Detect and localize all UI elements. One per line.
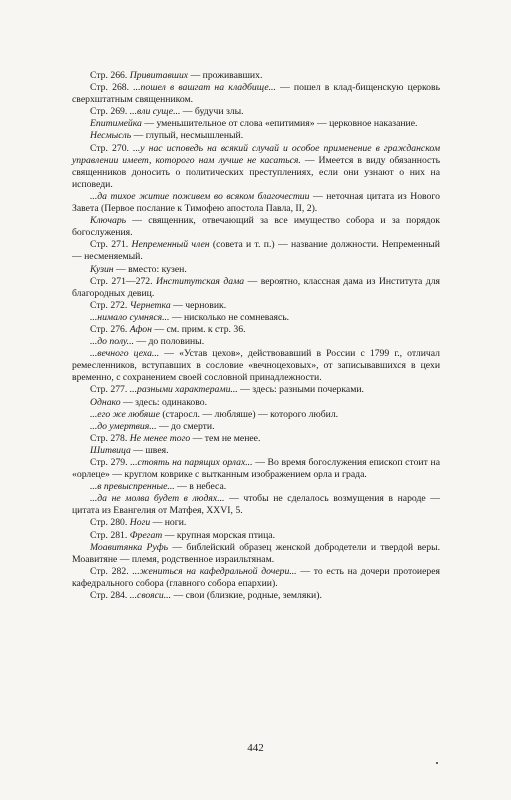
note-term: Ноги	[129, 517, 151, 529]
note-term: ...жениться на кафедральной дочери...	[132, 565, 297, 577]
note-def: — Имеется в виду обязанность священников доносить о политических преступлениях, если они узнают о них на исповеди.	[72, 154, 440, 190]
note-def: (старосл. — любляше) — которого любил.	[159, 408, 339, 420]
note-23	[72, 481, 440, 493]
note-def: — до половины.	[133, 336, 205, 348]
note-def: — см. прим. к стр. 36.	[151, 323, 246, 335]
note-6	[72, 191, 440, 215]
note-def: — священник, отвечающий за все имущество собора и за порядок богослужения.	[72, 215, 440, 239]
note-24	[72, 493, 440, 517]
note-term: ...вечного цеха...	[90, 348, 160, 360]
note-26	[72, 530, 440, 542]
note-ref: Стр. 280.	[90, 517, 128, 529]
note-term: ...до умертвия...	[90, 420, 157, 432]
note-term: Шитвица	[90, 444, 131, 456]
note-9	[72, 264, 440, 276]
note-0	[72, 70, 440, 82]
note-ref: Стр. 268.	[90, 82, 130, 94]
note-def: — библейский образец женской добродетели и твердой веры. Моавитяне — племя, родственное израильтянам.	[72, 541, 441, 565]
note-21	[72, 445, 440, 457]
note-term: ...пошел в вашгат на кладбище...	[133, 82, 276, 94]
note-term: ...у нас исповедь на всякий случай и особое применение в гражданском управлении имеет, которого нам лучше не касаться.	[72, 142, 441, 166]
note-3	[72, 118, 440, 130]
note-ref: Стр. 281.	[90, 529, 128, 541]
note-def: — глупый, несмышленый.	[131, 130, 244, 142]
note-def: — то есть на дочери протоиерея кафедрального собора (главного собора епархии).	[72, 565, 441, 589]
note-def: — чтобы не сделалось возмущения в народе — цитата из Евангелия от Матфея, XXVI, 5.	[72, 493, 440, 517]
note-term: ...да тихое житие поживем во всяком благочестии	[90, 190, 310, 202]
note-8	[72, 239, 440, 263]
note-1	[72, 82, 440, 106]
note-def: — здесь: одинаково.	[120, 396, 208, 408]
note-17	[72, 397, 440, 409]
note-18	[72, 409, 440, 421]
note-term: ...стоять на парящих орлах...	[130, 457, 253, 468]
note-10	[72, 276, 440, 300]
note-def: (совета и т. п.) — название должности. Непременный — несменяемый.	[72, 239, 440, 263]
note-11	[72, 300, 440, 312]
note-def: — в небеса.	[174, 481, 227, 493]
note-ref: Стр. 269.	[90, 106, 128, 118]
note-ref: Стр. 278.	[90, 432, 128, 444]
note-term: Не менее того	[129, 432, 191, 444]
note-term: ...его же любяше	[90, 408, 160, 420]
note-def: — проживавших.	[188, 70, 263, 81]
note-def: — вместо: кузен.	[113, 263, 187, 275]
note-20	[72, 433, 440, 445]
note-28	[72, 566, 440, 590]
note-term: Афон	[129, 323, 152, 335]
note-27	[72, 542, 440, 566]
note-def: — уменьшительное от слова «епитимия» — церковное наказание.	[141, 118, 418, 130]
note-ref: Стр. 271—272.	[90, 275, 153, 287]
note-term: ...вли суще...	[129, 106, 181, 118]
note-7	[72, 215, 440, 239]
note-def: — пошел в клад-бищенскую церковь сверхштатным священником.	[72, 82, 441, 106]
page-number: 442	[247, 742, 264, 754]
note-ref: Стр. 270.	[90, 142, 129, 154]
note-term: ...свояси...	[129, 590, 172, 602]
note-ref: Стр. 276.	[90, 323, 128, 335]
note-term: Несмысль	[90, 130, 132, 142]
note-term: ...в превыспренные...	[90, 481, 175, 493]
note-term: Епитимейка	[90, 118, 142, 130]
note-def: — «Устав цехов», действовавший в России с 1799 г., отличал ремесленников, вступавших в сословие «вечноцеховых», от записывавшихся в цехи временно, с сохранением своей сословной принадлежности.	[72, 348, 440, 384]
note-22	[72, 457, 440, 481]
note-13	[72, 324, 440, 336]
note-def: — швея.	[130, 444, 169, 456]
note-ref: Стр. 282.	[90, 565, 129, 577]
note-25	[72, 517, 440, 529]
note-term: Однако	[90, 396, 121, 408]
note-16	[72, 384, 440, 396]
note-19	[72, 421, 440, 433]
note-ref: Стр. 266.	[90, 70, 128, 81]
note-term: Кузин	[90, 263, 114, 275]
note-def: — черновик.	[170, 299, 227, 311]
note-def: — будучи злы.	[180, 106, 244, 118]
note-ref: Стр. 272.	[90, 299, 128, 311]
note-def: — вероятно, классная дама из Института для благородных девиц.	[72, 275, 441, 299]
note-2	[72, 106, 440, 118]
note-def: — свои (близкие, родные, земляки).	[171, 590, 322, 602]
note-term: ...нимало сумняся...	[90, 311, 170, 323]
note-term: ...до полу...	[90, 336, 134, 348]
note-def: — Во время богослужения епископ стоит на «орлеце» — круглом коврике с вытканным изображением орла и града.	[72, 457, 440, 481]
note-def: — до смерти.	[156, 420, 215, 432]
note-14	[72, 336, 440, 348]
note-term: Моавитянка Руфь	[90, 541, 169, 553]
note-29	[72, 590, 440, 602]
note-term: Фрегат	[129, 529, 163, 541]
note-term: Институтская дама	[156, 275, 245, 287]
note-def: — ноги.	[150, 517, 187, 529]
note-def: — здесь: разными почерками.	[237, 384, 364, 396]
note-15	[72, 348, 440, 384]
print-speck	[436, 762, 438, 764]
note-5	[72, 143, 440, 191]
note-term: Ключарь	[90, 215, 127, 227]
note-ref: Стр. 284.	[90, 590, 128, 602]
note-term: Привитавших	[129, 70, 189, 81]
note-term: ...разными характерами...	[129, 384, 238, 396]
note-def: — тем не менее.	[190, 432, 261, 444]
note-def: — нисколько не сомневаясь.	[169, 311, 290, 323]
note-term: ...да не молва будет в людях...	[90, 493, 225, 505]
note-ref: Стр. 279.	[90, 457, 128, 468]
notes-column	[72, 70, 440, 602]
note-term: Непременный член	[131, 239, 210, 251]
note-def: — неточная цитата из Нового Завета (Первое послание к Тимофею апостола Павла, II, 2).	[72, 190, 440, 215]
note-def: — крупная морская птица.	[162, 529, 276, 541]
note-ref: Стр. 277.	[90, 384, 128, 396]
note-ref: Стр. 271.	[90, 239, 129, 251]
note-12	[72, 312, 440, 324]
note-term: Чернетка	[129, 299, 171, 311]
note-4	[72, 130, 440, 142]
